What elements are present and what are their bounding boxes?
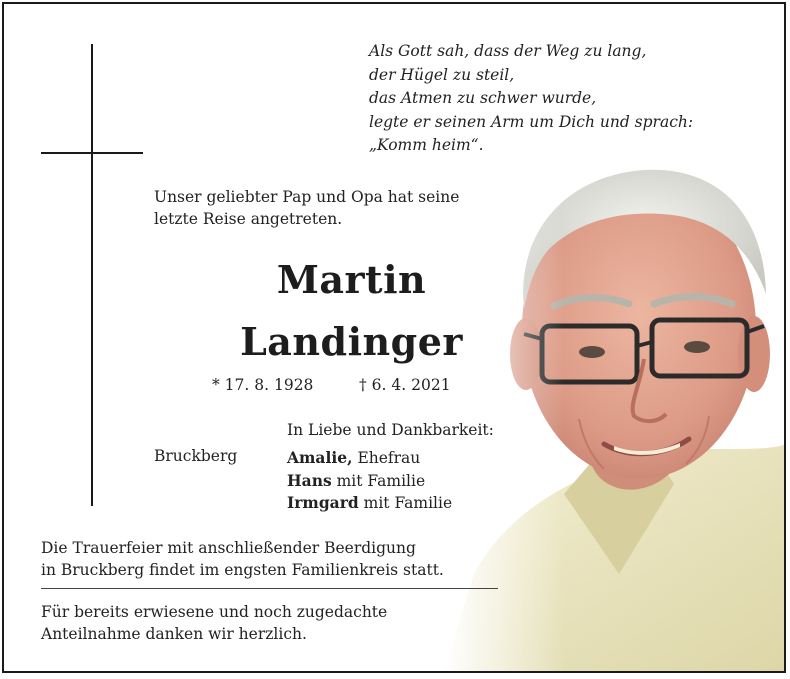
poem-line: „Komm heim“. — [369, 136, 484, 154]
list-item — [287, 470, 452, 493]
funeral-notice — [41, 537, 444, 581]
obituary-card — [2, 2, 786, 673]
mourners-list — [287, 447, 452, 515]
list-item — [287, 492, 452, 515]
intro-line: Unser geliebter Pap und Opa hat seine — [154, 188, 460, 206]
portrait-photo — [444, 154, 786, 671]
mourner-relation: Ehefrau — [352, 449, 421, 467]
list-item — [287, 447, 452, 470]
closing-line: Anteilnahme danken wir herzlich. — [41, 625, 307, 643]
mourner-name: Amalie, — [287, 448, 353, 467]
intro-line: letzte Reise angetreten. — [154, 210, 343, 228]
mourner-relation: mit Familie — [358, 494, 453, 512]
mourner-relation: mit Familie — [331, 471, 426, 490]
funeral-line: in Bruckberg findet im engsten Familienkreis statt. — [41, 561, 444, 579]
poem-line: legte er seinen Arm um Dich und sprach: — [369, 112, 694, 131]
intro-text — [154, 186, 459, 230]
mourners-place: Bruckberg — [154, 447, 238, 465]
cross-horizontal-bar — [41, 152, 143, 154]
birth-date: * 17. 8. 1928 — [212, 376, 314, 394]
deceased-first-name: Martin — [276, 257, 427, 302]
poem — [369, 40, 693, 158]
divider — [41, 588, 498, 589]
mourner-name: Hans — [287, 470, 332, 490]
deceased-last-name: Landinger — [240, 319, 463, 364]
death-date: † 6. 4. 2021 — [359, 376, 451, 394]
poem-line: der Hügel zu steil, — [369, 65, 515, 84]
cross-vertical-bar — [91, 44, 93, 506]
funeral-line: Die Trauerfeier mit anschließender Beerdigung — [41, 539, 416, 557]
mourner-name: Irmgard — [287, 493, 359, 512]
mourners-intro: In Liebe und Dankbarkeit: — [287, 421, 494, 439]
poem-line: Als Gott sah, dass der Weg zu lang, — [369, 42, 647, 60]
closing-line: Für bereits erwiesene und noch zugedachte — [41, 603, 388, 621]
poem-line: das Atmen zu schwer wurde, — [369, 89, 597, 107]
closing-thanks — [41, 601, 387, 645]
